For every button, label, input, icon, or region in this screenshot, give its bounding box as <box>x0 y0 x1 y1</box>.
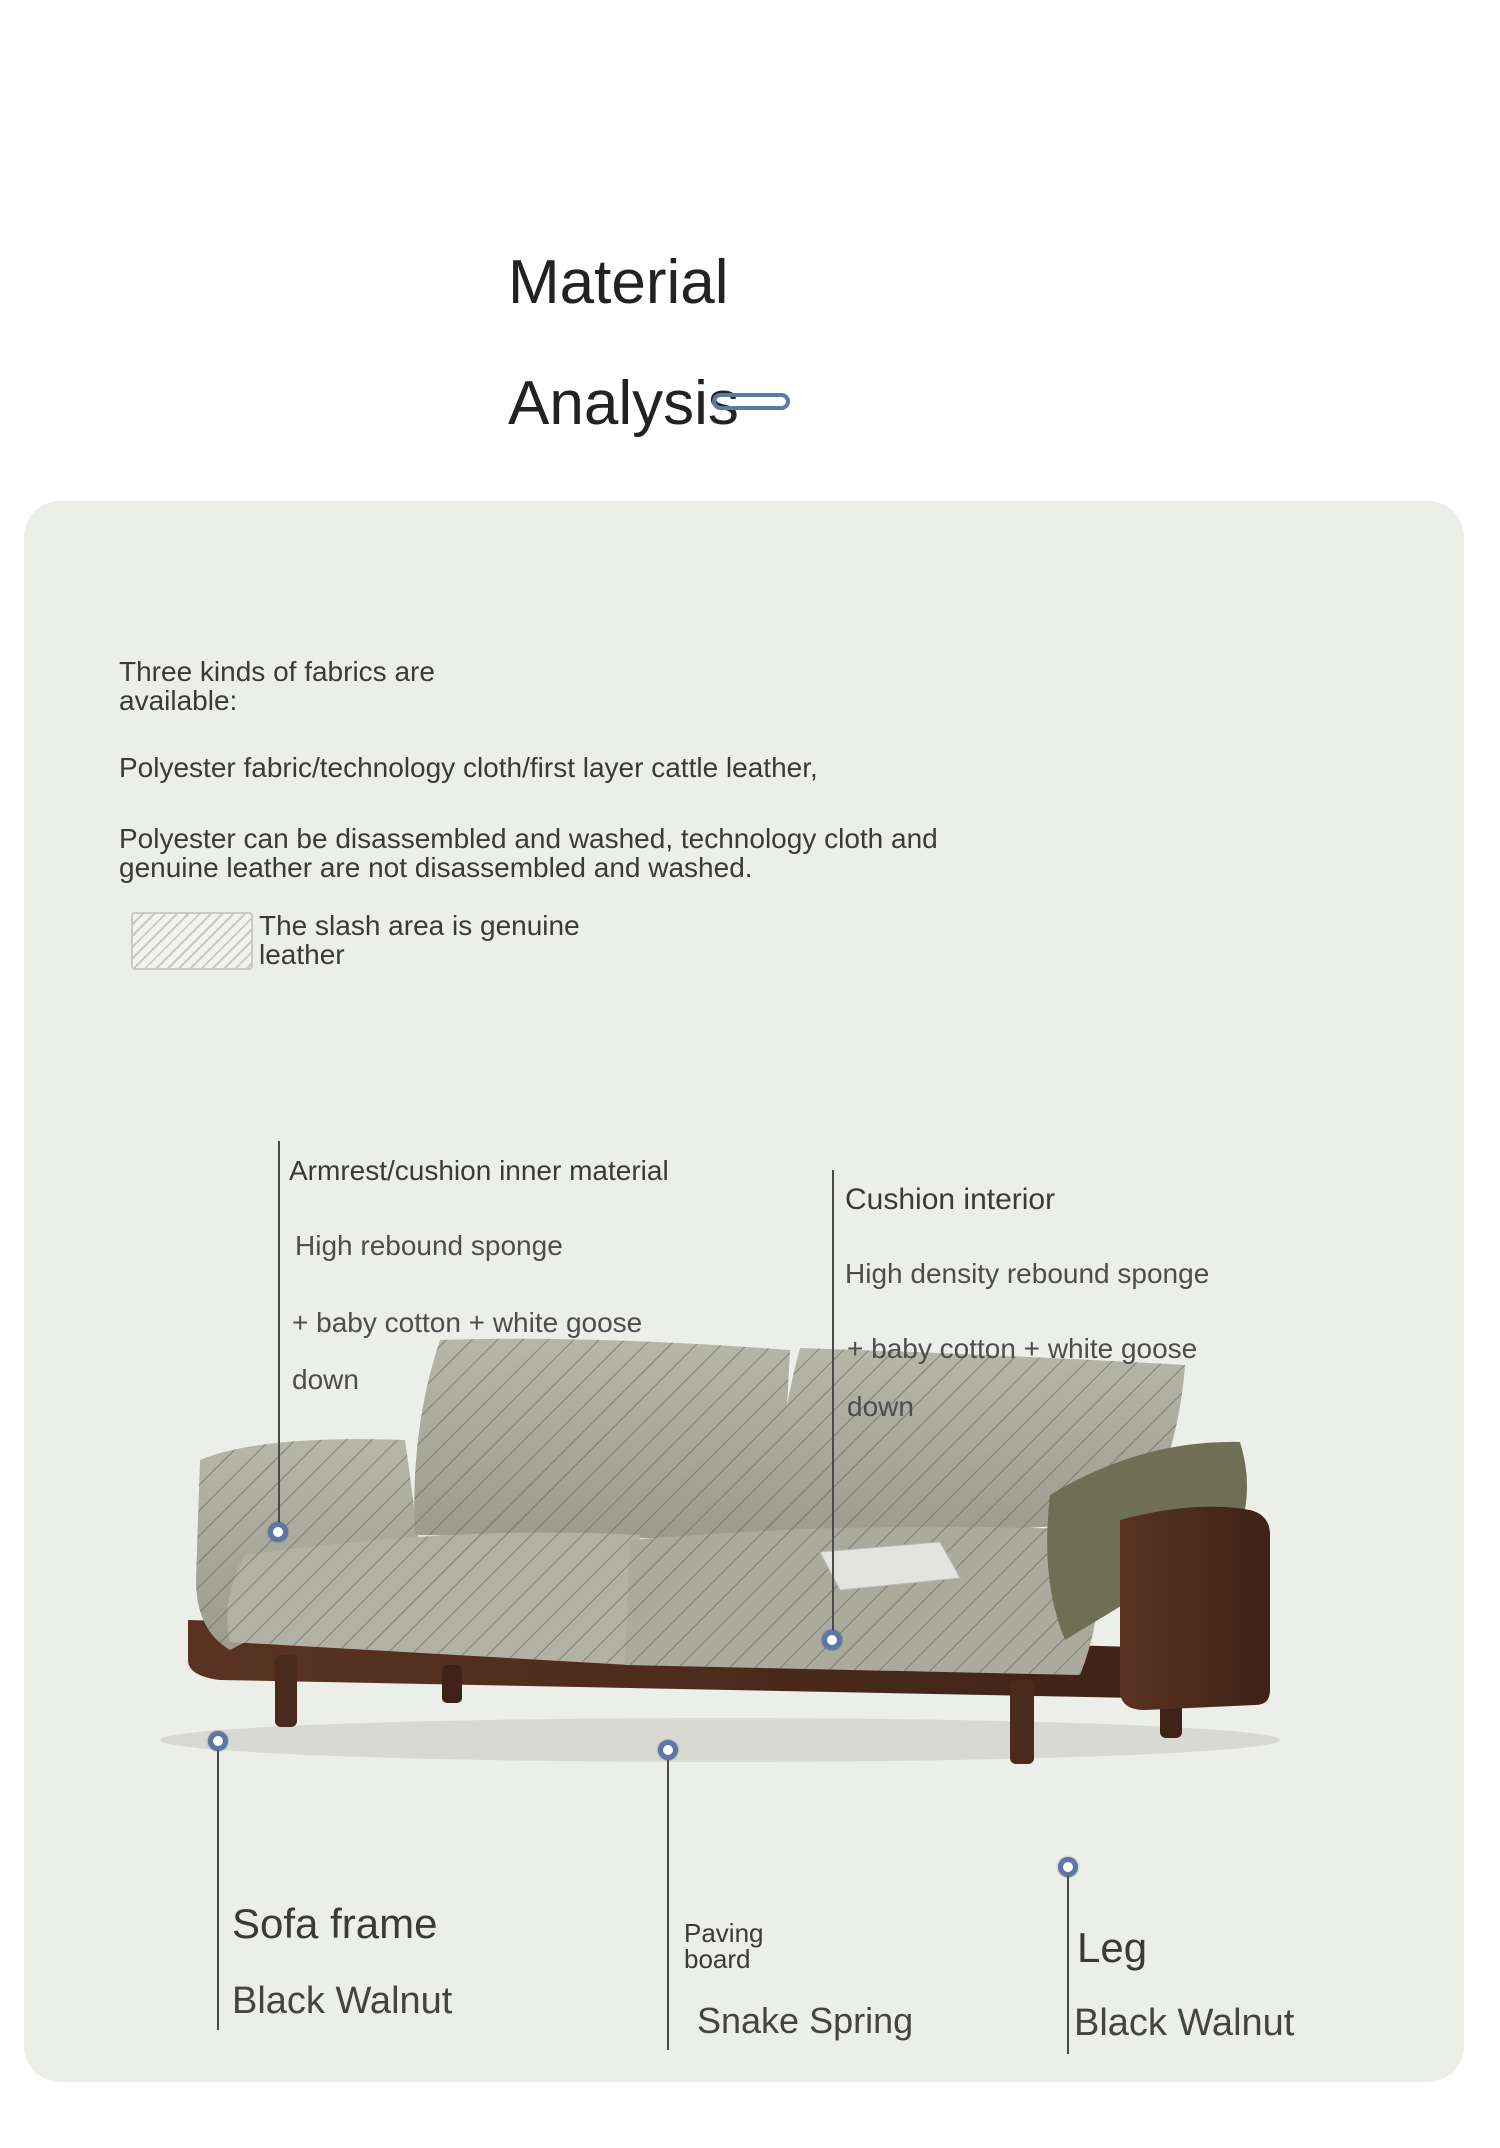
sofa-leg-front <box>1010 1680 1034 1764</box>
board-title-line2: board <box>684 1944 751 1974</box>
page-title-line1: Material <box>508 248 729 317</box>
armrest-marker <box>268 1522 288 1542</box>
title-decoration <box>712 393 790 410</box>
board-marker <box>658 1740 678 1760</box>
frame-material: Black Walnut <box>232 1980 453 2022</box>
intro-fabrics-heading: Three kinds of fabrics are available: <box>119 656 435 716</box>
cushion-marker <box>822 1630 842 1650</box>
cushion-detail-1: High density rebound sponge <box>845 1258 1210 1289</box>
intro-fabrics-list: Polyester fabric/technology cloth/first layer cattle leather, <box>119 752 818 783</box>
cushion-title: Cushion interior <box>845 1183 1056 1216</box>
page-title-line2: Analysis <box>508 369 739 438</box>
cushion-leader-line <box>832 1170 834 1640</box>
intro-wash-note: Polyester can be disassembled and washed, technology cloth and genuine leather are not disassembled and washed. <box>119 823 938 883</box>
cushion-detail-3: down <box>847 1391 914 1422</box>
sofa-leg-back <box>442 1665 462 1703</box>
sofa-leg-left <box>275 1655 297 1727</box>
leg-title: Leg <box>1077 1924 1148 1971</box>
material-panel <box>24 501 1464 2082</box>
cushion-detail-2: + baby cotton + white goose <box>847 1333 1198 1364</box>
frame-leader-line <box>217 1750 219 2030</box>
frame-title: Sofa frame <box>232 1900 438 1947</box>
armrest-leader-line <box>278 1141 280 1531</box>
armrest-detail-2: + baby cotton + white goose <box>292 1307 643 1338</box>
leg-leader-line <box>1067 1876 1069 2054</box>
swatch-label: The slash area is genuine leather <box>259 910 580 970</box>
board-leader-line <box>667 1760 669 2050</box>
armrest-title: Armrest/cushion inner material <box>289 1155 669 1186</box>
frame-marker <box>208 1731 228 1751</box>
sofa-shadow <box>160 1718 1280 1762</box>
board-material: Snake Spring <box>697 2000 914 2041</box>
slash-pattern-swatch <box>131 912 253 970</box>
armrest-detail-3: down <box>292 1364 359 1395</box>
board-title-line1: Paving <box>684 1918 764 1948</box>
armrest-detail-1: High rebound sponge <box>295 1230 563 1261</box>
leg-material: Black Walnut <box>1074 2002 1295 2044</box>
right-wood-armrest <box>1120 1507 1270 1710</box>
leg-marker <box>1058 1857 1078 1877</box>
